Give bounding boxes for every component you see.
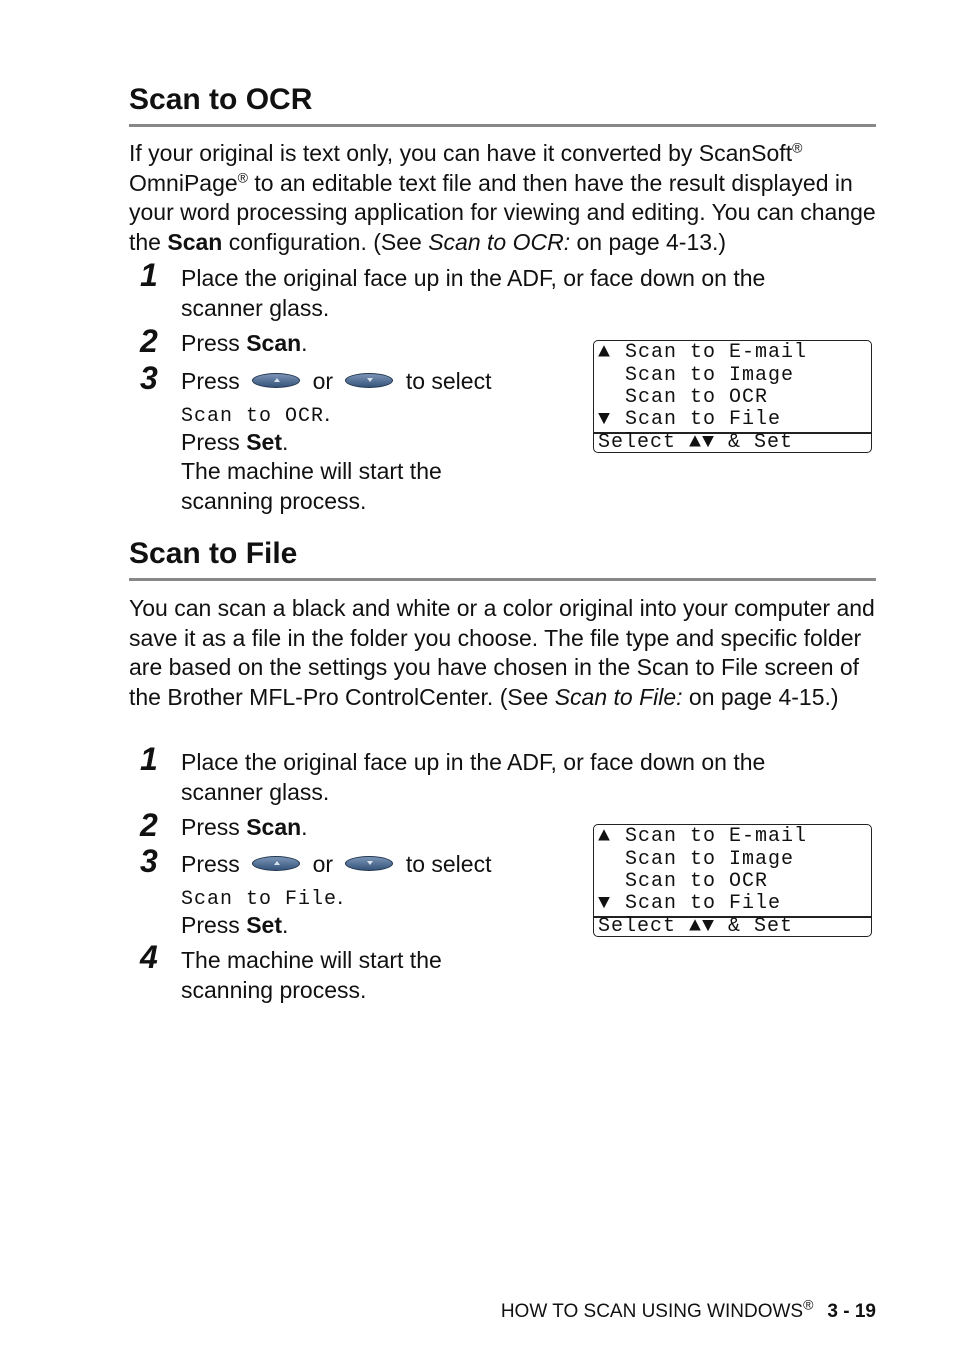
section-title-scan-to-file: Scan to File — [129, 537, 298, 570]
up-arrow-key-icon — [252, 856, 300, 871]
step-note: The machine will start the scanning process. — [181, 458, 442, 515]
step-number: 1 — [140, 257, 158, 293]
scan-key-label: Scan — [246, 330, 302, 356]
section-divider — [129, 124, 876, 127]
up-triangle-icon: ▲ — [598, 341, 612, 364]
up-arrow-key-icon — [252, 373, 300, 388]
section-intro: If your original is text only, you can have it converted by ScanSoft® OmniPage® to an editable text file and then have the result displayed in your word processing application for viewing and editing. You can change the Scan configuration. (See Scan to OCR: on page 4-13.) — [129, 139, 876, 256]
lcd-row: ▼ Scan to File — [598, 892, 782, 915]
step-number: 1 — [140, 741, 158, 777]
set-key-label: Set — [246, 428, 282, 455]
lcd-display-panel — [593, 824, 872, 937]
lcd-footer: Select ▲▼ & Set — [598, 915, 794, 937]
down-arrow-key-icon — [345, 373, 393, 388]
lcd-display-panel — [593, 340, 872, 453]
lcd-option-text: Scan to OCR — [181, 404, 325, 428]
step-text: Place the original face up in the ADF, or face down on the scanner glass. — [181, 749, 766, 805]
page-footer: HOW TO SCAN USING WINDOWS® 3 - 19 — [500, 1296, 876, 1322]
lcd-row: ▼ Scan to File — [598, 408, 782, 431]
step-number: 2 — [140, 807, 158, 843]
down-triangle-icon: ▼ — [598, 408, 612, 431]
down-arrow-key-icon — [345, 856, 393, 871]
cross-reference: Scan to File: — [554, 684, 683, 711]
step-text: Press or to select Scan to File. Press Set. — [181, 851, 492, 938]
down-triangle-icon: ▼ — [598, 892, 612, 915]
lcd-row: Scan to OCR — [625, 386, 769, 409]
step-text: Press Scan. — [181, 814, 308, 840]
section-title-scan-to-ocr: Scan to OCR — [129, 83, 313, 116]
step-number: 4 — [140, 939, 158, 975]
cross-reference: Scan to OCR: — [428, 229, 571, 256]
lcd-row: Scan to Image — [625, 364, 795, 387]
lcd-row: Scan to Image — [625, 848, 795, 871]
lcd-row: ▲ Scan to E-mail — [598, 825, 808, 848]
step-number: 2 — [140, 323, 158, 359]
section-intro: You can scan a black and white or a color original into your computer and save it as a file in the folder you choose. The file type and specific folder are based on the settings you have chosen in the Scan to File screen of the Brother MFL-Pro ControlCenter. (See Scan to File: on page 4-15.) — [129, 595, 875, 711]
footer-chapter-title: HOW TO SCAN USING WINDOWS — [500, 1301, 804, 1322]
up-triangle-icon: ▲ — [598, 825, 612, 848]
lcd-footer: Select ▲▼ & Set — [598, 431, 794, 453]
set-key-label: Set — [246, 911, 282, 938]
scan-key-label: Scan — [246, 814, 302, 840]
step-text: The machine will start the scanning process. — [181, 947, 442, 1003]
section-divider — [129, 578, 876, 581]
scan-key-label: Scan — [167, 229, 223, 256]
step-text: Press Scan. — [181, 330, 308, 356]
step-text: Press or to select Scan to OCR. Press Set. The machine will start the scanning process. — [181, 367, 581, 517]
lcd-row: ▲ Scan to E-mail — [598, 341, 808, 364]
step-number: 3 — [140, 843, 158, 879]
step-number: 3 — [140, 360, 158, 396]
step-text: Place the original face up in the ADF, or face down on the scanner glass. — [181, 265, 766, 321]
lcd-row: Scan to OCR — [625, 870, 769, 893]
lcd-option-text: Scan to File — [181, 887, 338, 911]
page-number: 3 - 19 — [827, 1301, 876, 1322]
